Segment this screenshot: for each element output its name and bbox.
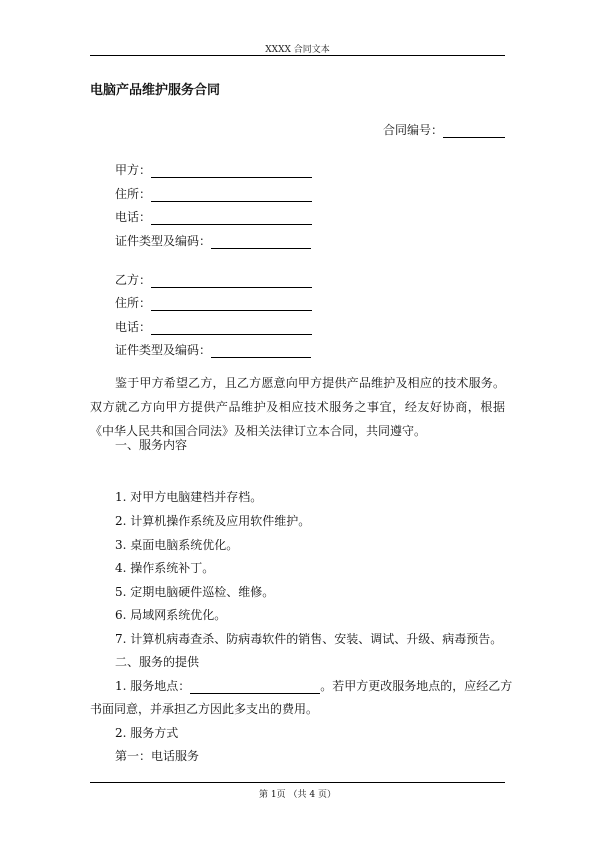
party-a-phone-blank	[151, 211, 312, 225]
contract-number-blank	[443, 124, 505, 138]
party-b-address-field	[115, 294, 312, 311]
service-item: 1. 对甲方电脑建档并存档。	[115, 490, 263, 504]
service-item: 6. 局域网系统优化。	[115, 608, 227, 622]
party-b-id-label: 证件类型及编码：	[115, 343, 212, 357]
service-item: 4. 操作系统补丁。	[115, 561, 215, 575]
page-footer: 第 1页 （共 4 页）	[259, 790, 336, 800]
header-divider	[90, 55, 505, 56]
preamble-paragraph: 鉴于甲方希望乙方，且乙方愿意向甲方提供产品维护及相应的技术服务。双方就乙方向甲方提供产品维护及相应技术服务之事宜，经友好协商，根据《中华人民共和国合同法》及相关法律订立本合同，共同遵守。	[90, 376, 505, 438]
page-header: XXXX 合同文本	[265, 45, 330, 55]
footer-divider	[90, 782, 505, 783]
contract-number-label: 合同编号：	[382, 123, 443, 137]
party-b-id-field	[115, 341, 311, 358]
section-heading-services: 一、服务内容	[115, 438, 188, 452]
party-b-phone-blank	[151, 321, 312, 335]
section-heading-provision: 二、服务的提供	[115, 655, 200, 669]
party-b-id-blank	[211, 344, 311, 358]
party-a-id-label: 证件类型及编码：	[115, 234, 212, 248]
service-method-heading: 2. 服务方式	[115, 726, 179, 740]
party-b-name-blank	[151, 274, 312, 288]
service-location-blank	[190, 680, 320, 694]
document-title: 电脑产品维护服务合同	[90, 83, 221, 98]
service-item: 2. 计算机操作系统及应用软件维护。	[115, 514, 311, 528]
party-a-id-blank	[211, 235, 311, 249]
party-b-phone-field	[115, 318, 312, 335]
party-a-address-field	[115, 185, 312, 202]
party-a-name-field	[115, 161, 312, 178]
party-a-phone-label: 电话：	[115, 210, 152, 224]
party-a-name-label: 甲方：	[115, 163, 152, 177]
party-a-phone-field	[115, 208, 312, 225]
service-item: 3. 桌面电脑系统优化。	[115, 538, 239, 552]
party-a-address-blank	[151, 188, 312, 202]
service-item: 5. 定期电脑硬件巡检、维修。	[115, 585, 275, 599]
party-b-phone-label: 电话：	[115, 320, 152, 334]
service-location-label: 1. 服务地点：	[115, 679, 191, 693]
party-b-address-blank	[151, 297, 312, 311]
service-location-line	[115, 677, 512, 694]
party-a-address-label: 住所：	[115, 187, 152, 201]
service-location-note: 。若甲方更改服务地点的，应经乙方	[320, 679, 513, 693]
service-method-phone: 第一：电话服务	[115, 749, 200, 763]
party-a-name-blank	[151, 164, 312, 178]
service-item: 7. 计算机病毒查杀、防病毒软件的销售、安装、调试、升级、病毒预告。	[115, 632, 503, 646]
party-a-id-field	[115, 232, 311, 249]
service-location-note-cont: 书面同意，并承担乙方因此多支出的费用。	[90, 702, 319, 716]
party-b-name-label: 乙方：	[115, 273, 152, 287]
party-b-address-label: 住所：	[115, 296, 152, 310]
party-b-name-field	[115, 271, 312, 288]
contract-number	[383, 121, 505, 138]
